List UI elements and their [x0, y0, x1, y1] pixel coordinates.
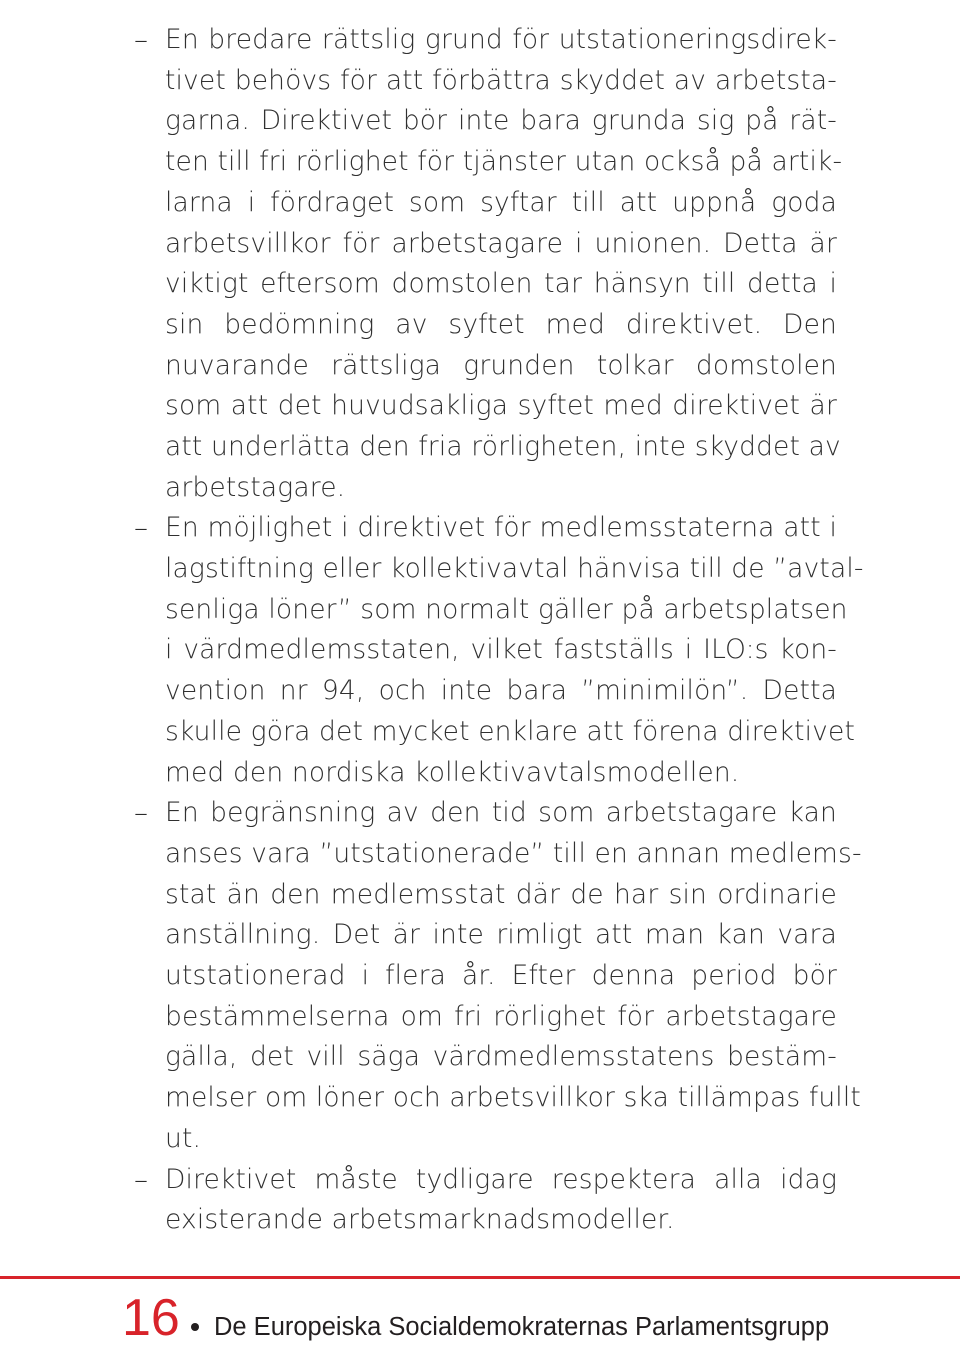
footer-publisher: De Europeiska Socialdemokraternas Parlamentsgrupp	[214, 1313, 830, 1341]
text-line: existerande arbetsmarknadsmodeller.	[165, 1204, 675, 1236]
bullet-dot-icon	[191, 1323, 199, 1331]
footer-divider	[0, 1276, 960, 1279]
text-line: utstationerad i flera år. Efter denna period bör	[165, 960, 837, 992]
text-line: En möjlighet i direktivet för medlemsstaterna att i	[165, 512, 837, 544]
text-line: stat än den medlemsstat där de har sin ordinarie	[165, 878, 837, 910]
text-line: anses vara ”utstationerade” till en annan medlems-	[165, 837, 862, 869]
list-dash: –	[134, 23, 148, 56]
list-dash: –	[134, 796, 148, 830]
text-line: som att det huvudsakliga syftet med direktivet är	[165, 390, 837, 422]
text-line: att underlätta den fria rörligheten, inte skyddet av	[165, 431, 841, 462]
text-line: med den nordiska kollektivavtalsmodellen.	[165, 756, 740, 788]
text-line: bestämmelserna om fri rörlighet för arbetstagare	[165, 1000, 837, 1032]
text-line: melser om löner och arbetsvillkor ska tillämpas fullt	[165, 1082, 861, 1114]
text-line: vention nr 94, och inte bara ”minimilön”. Detta	[165, 675, 837, 707]
text-line: En bredare rättslig grund för utstationeringsdirek-	[165, 24, 837, 55]
text-line: garna. Direktivet bör inte bara grunda sig på rät-	[165, 105, 837, 137]
text-line: ten till fri rörlighet för tjänster utan också på artik-	[165, 146, 843, 178]
text-line: En begränsning av den tid som arbetstagare kan	[165, 797, 837, 829]
list-dash: –	[134, 511, 148, 545]
text-line: arbetsvillkor för arbetstagare i unionen. Detta är	[165, 227, 837, 259]
list-dash: –	[134, 1162, 148, 1196]
text-line: ut.	[165, 1122, 202, 1154]
text-line: viktigt eftersom domstolen tar hänsyn till detta i	[165, 268, 837, 300]
text-line: nuvarande rättsliga grunden tolkar domstolen	[165, 349, 837, 381]
text-line: i värdmedlemsstaten, vilket fastställs i ILO:s kon-	[165, 634, 837, 666]
text-line: larna i fördraget som syftar till att uppnå goda	[165, 186, 837, 218]
text-line: gälla, det vill säga värdmedlemsstatens bestäm-	[165, 1041, 837, 1073]
text-line: sin bedömning av syftet med direktivet. Den	[165, 308, 837, 340]
text-line: anställning. Det är inte rimligt att man kan vara	[165, 919, 837, 951]
text-line: senliga löner” som normalt gäller på arbetsplatsen	[165, 593, 848, 625]
text-line: tivet behövs för att förbättra skyddet av arbetsta-	[165, 64, 837, 96]
text-line: lagstiftning eller kollektivavtal hänvisa till de ”avtal-	[165, 553, 864, 585]
text-line: arbetstagare.	[165, 471, 346, 503]
text-line: skulle göra det mycket enklare att förena direktivet	[165, 715, 856, 747]
text-line: Direktivet måste tydligare respektera alla idag	[165, 1163, 837, 1195]
page-number: 16	[122, 1289, 180, 1347]
